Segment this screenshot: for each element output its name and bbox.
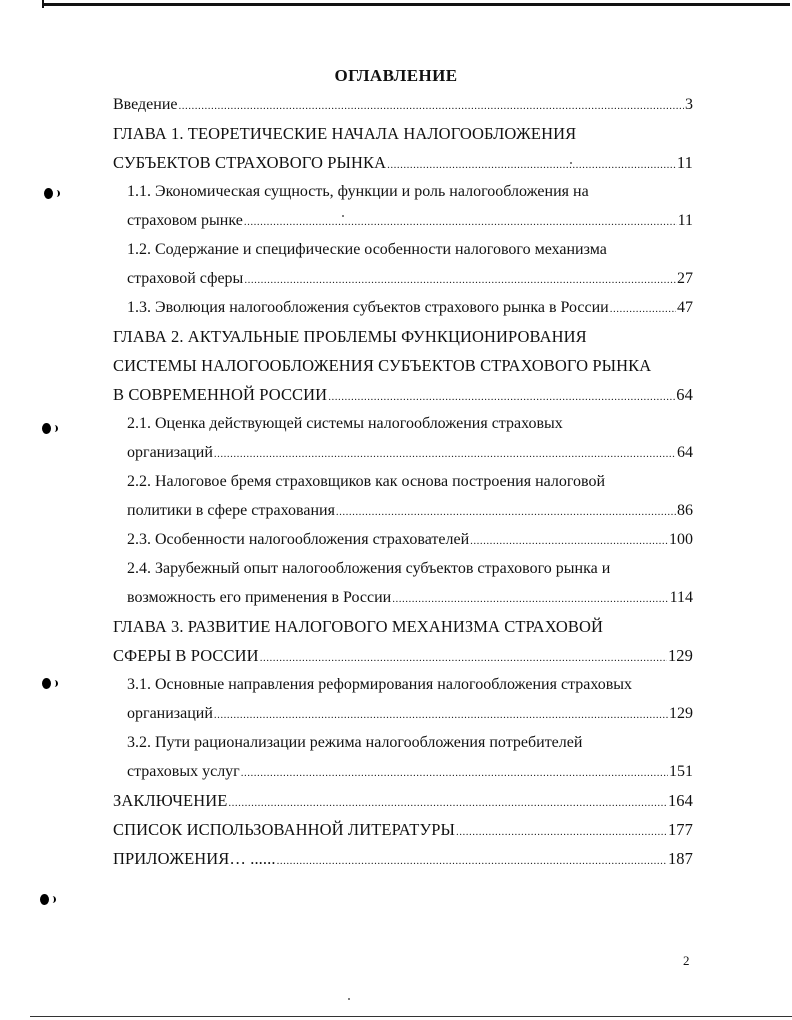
toc-entry-text: 2.4. Зарубежный опыт налогообложения субъектов страхового рынка и	[127, 560, 611, 577]
toc-leader	[214, 704, 668, 726]
toc-entry	[113, 790, 693, 812]
binding-hole-mark	[44, 188, 53, 199]
toc-entry-text: СУБЪЕКТОВ СТРАХОВОГО РЫНКА	[113, 153, 387, 172]
toc-entry-text: СФЕРЫ В РОССИИ	[113, 646, 259, 665]
toc-leader	[336, 501, 676, 523]
toc-entry	[113, 94, 693, 116]
binding-hole-mark	[42, 423, 51, 434]
toc-entry-page: 114	[669, 589, 693, 606]
toc-entry-text: страховых услуг	[127, 763, 240, 780]
toc-entry-page: 3	[685, 96, 693, 113]
toc-entry-text: ГЛАВА 3. РАЗВИТИЕ НАЛОГОВОГО МЕХАНИЗМА СТРАХОВОЙ	[113, 617, 604, 636]
toc-entry-page: 187	[667, 849, 693, 868]
toc-entry-page: 64	[676, 385, 693, 404]
toc-heading: ОГЛАВЛЕНИЕ	[334, 66, 458, 85]
page-number: 2	[683, 953, 690, 968]
toc-entry-text: 1.3. Эволюция налогообложения субъектов страхового рынка в России	[127, 299, 609, 316]
toc-entry-text: 2.3. Особенности налогообложения страхователей	[127, 531, 470, 548]
toc-entry	[127, 732, 693, 754]
toc-entry	[113, 384, 693, 406]
toc-entry-text: 2.2. Налоговое бремя страховщиков как основа построения налоговой	[127, 473, 606, 490]
toc-entry	[127, 471, 693, 493]
toc-entry-page: 47	[677, 299, 693, 316]
toc-entry	[113, 355, 693, 377]
toc-entry-page: 164	[667, 791, 693, 810]
toc-entry-text: ГЛАВА 1. ТЕОРЕТИЧЕСКИЕ НАЧАЛА НАЛОГООБЛОЖЕНИЯ	[113, 124, 577, 143]
toc-entry	[113, 123, 693, 145]
toc-entry-text: 1.1. Экономическая сущность, функции и роль налогообложения на	[127, 183, 589, 200]
toc-entry-page: 64	[677, 444, 693, 461]
toc-entry-text: страховой сферы	[127, 270, 244, 287]
toc-entry-text: организаций	[127, 705, 213, 722]
toc-entry-page: 86	[677, 502, 693, 519]
toc-entry	[127, 239, 693, 261]
toc-entry	[127, 703, 693, 725]
toc-entry-page: 151	[669, 763, 693, 780]
scan-speck	[342, 215, 344, 217]
toc-entry-page: 129	[669, 705, 693, 722]
toc-entry	[127, 761, 693, 783]
toc-leader	[610, 298, 676, 320]
toc-entry-text: возможность его применения в России	[127, 589, 392, 606]
binding-hole-mark	[40, 894, 49, 905]
toc-entry-text: страховом рынке	[127, 212, 243, 229]
toc-entry	[113, 616, 693, 638]
toc-entry	[127, 442, 693, 464]
toc-entry-page: 177	[667, 820, 693, 839]
toc-entry	[127, 558, 693, 580]
toc-leader	[387, 154, 676, 176]
toc-entry-page: 100	[669, 531, 693, 548]
toc-entry	[127, 674, 693, 696]
toc-leader	[470, 530, 668, 552]
toc-entry	[113, 152, 693, 174]
toc-entry-text: 3.1. Основные направления реформирования налогообложения страховых	[127, 676, 633, 693]
toc-leader	[179, 95, 685, 117]
toc-leader	[244, 211, 677, 233]
toc-entry	[113, 819, 693, 841]
toc-leader	[228, 792, 667, 814]
toc-entry	[127, 297, 693, 319]
toc-leader	[328, 386, 675, 408]
toc-entry-text: 3.2. Пути рационализации режима налогообложения потребителей	[127, 734, 583, 751]
toc-entry	[127, 210, 693, 232]
toc-entry	[113, 848, 693, 870]
toc-leader	[392, 588, 668, 610]
scan-speck	[570, 162, 572, 164]
toc-leader	[241, 762, 668, 784]
toc-leader	[277, 850, 667, 872]
toc-entry-page: 11	[677, 212, 693, 229]
toc-entry-page: 11	[676, 153, 693, 172]
toc-entry-page: 129	[667, 646, 693, 665]
toc-entry-text: ПРИЛОЖЕНИЯ… ......	[113, 849, 276, 868]
toc-leader	[244, 269, 676, 291]
toc-entry	[127, 587, 693, 609]
toc-entry-text: 1.2. Содержание и специфические особенности налогового механизма	[127, 241, 607, 258]
toc-entry-text: В СОВРЕМЕННОЙ РОССИИ	[113, 385, 328, 404]
toc-entry-text: ЗАКЛЮЧЕНИЕ	[113, 791, 228, 810]
binding-hole-mark	[42, 678, 51, 689]
toc-entry-text: СИСТЕМЫ НАЛОГООБЛОЖЕНИЯ СУБЪЕКТОВ СТРАХОВОГО РЫНКА	[113, 356, 652, 375]
toc-entry	[127, 181, 693, 203]
toc-entry-page: 27	[677, 270, 693, 287]
toc-entry-text: 2.1. Оценка действующей системы налогообложения страховых	[127, 415, 563, 432]
toc-entry-text: политики в сфере страхования	[127, 502, 335, 519]
scan-speck	[348, 998, 350, 1000]
toc-entry-text: ГЛАВА 2. АКТУАЛЬНЫЕ ПРОБЛЕМЫ ФУНКЦИОНИРОВАНИЯ	[113, 327, 587, 346]
toc-entry	[127, 529, 693, 551]
toc-entry	[127, 500, 693, 522]
toc-entry-text: организаций	[127, 444, 213, 461]
toc-entry-text: Введение	[113, 96, 178, 113]
toc-entry-text: СПИСОК ИСПОЛЬЗОВАННОЙ ЛИТЕРАТУРЫ	[113, 820, 456, 839]
toc-leader	[456, 821, 667, 843]
toc-entry	[127, 268, 693, 290]
toc-leader	[214, 443, 676, 465]
toc-entry	[113, 645, 693, 667]
toc-entry	[127, 413, 693, 435]
toc-entry	[113, 326, 693, 348]
toc-leader	[260, 647, 667, 669]
